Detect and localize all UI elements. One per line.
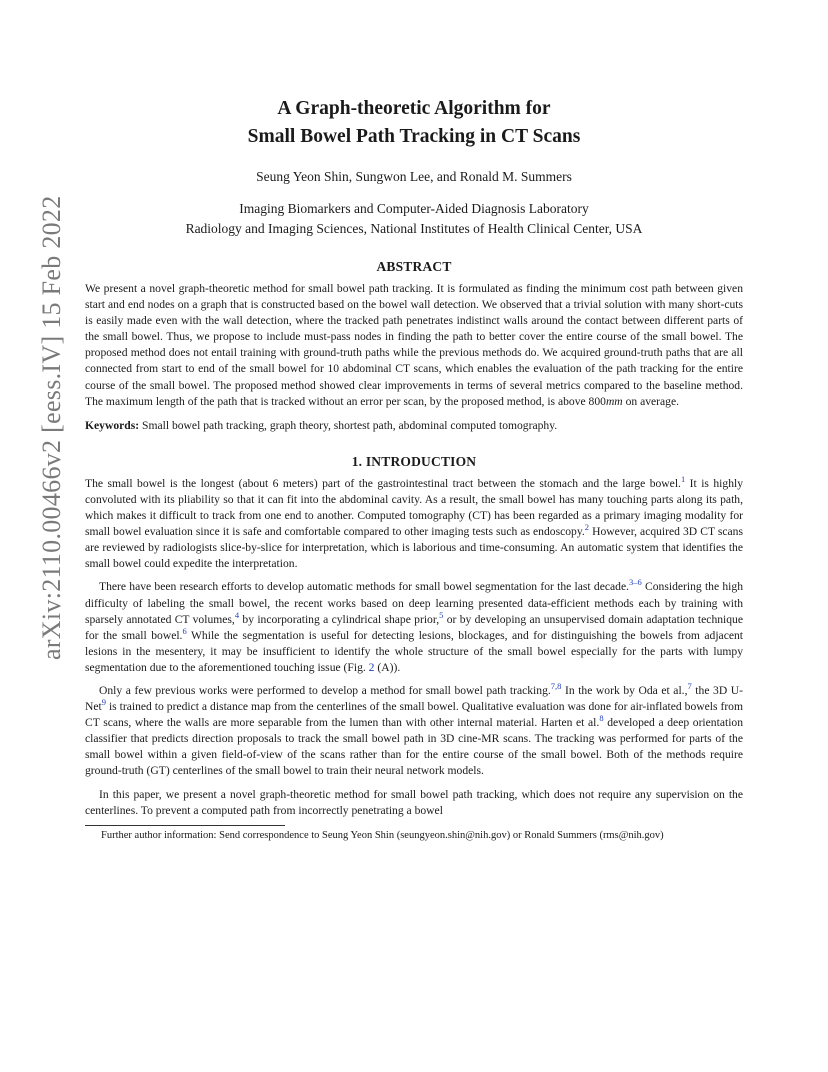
unit-mm: mm xyxy=(605,394,623,408)
author-footnote: Further author information: Send correspondence to Seung Yeon Shin (seungyeon.shin@nih.gov) or Ronald Summers (rms@nih.gov) xyxy=(101,829,664,841)
keywords-label: Keywords: xyxy=(85,418,140,432)
intro-paragraph-4: In this paper, we present a novel graph-theoretic method for small bowel path tracking, which does not require any supervision on the centerlines. To prevent a computed path from incorrectly penetrating a bowel xyxy=(85,787,743,817)
arxiv-sidebar-stamp: arXiv:2110.00466v2 [eess.IV] 15 Feb 2022 xyxy=(37,195,66,660)
keywords-text: Small bowel path tracking, graph theory, shortest path, abdominal computed tomography. xyxy=(139,418,558,432)
intro-paragraph-2: There have been research efforts to develop automatic methods for small bowel segmentation for the last decade.$^{3-6}$ Considering the high difficulty of labeling the small bowel, the recent works based on deep learning presented data-efficient methods each by training with sparsely annotated CT volumes,$^4$ by incorporating a cylindrical shape prior,$^5$ or by developing an unsupervised domain adaptation technique for the small bowel.$^6$ While the segmentation is useful for detecting lesions, blockages, and for distinguishing the bowels from adjacent lesions in the mesentery, it may be insufficient to identify the whole structure of the small bowel especially for the parts with lumpy segmentation due to the aforementioned touching issue (Fig. 2 (A)). xyxy=(85,577,744,674)
figure-link[interactable]: 2 xyxy=(368,660,375,674)
citation-link[interactable]: 9 xyxy=(101,697,106,708)
citation-link[interactable]: 7,8 xyxy=(550,681,562,692)
keywords-line xyxy=(85,418,743,434)
paper-title xyxy=(85,95,743,151)
intro-paragraph-1: The small bowel is the longest (about 6 meters) part of the gastrointestinal tract between the stomach and the large bowel.$^1$ It is highly convoluted with its pliability so that it can fit into the abdominal cavity. As a result, the small bowel has many touching parts along its path, which makes it difficult to track from one end to another. Computed tomography (CT) has been regarded as a primary imaging modality for small bowel evaluation since it is safe and comfortable compared to other imaging tests such as endoscopy.$^2$ However, acquired 3D CT scans are reviewed by radiologists slice-by-slice for interpretation, which is laborious and time-consuming. An automatic system that identifies the small bowel could expedite the interpretation. xyxy=(85,473,744,571)
footnote-divider xyxy=(85,825,285,826)
affiliation xyxy=(85,199,743,239)
citation-link[interactable]: 6 xyxy=(182,625,187,636)
title-line-2: Small Bowel Path Tracking in CT Scans xyxy=(247,126,581,147)
introduction-heading: 1. INTRODUCTION xyxy=(351,453,477,469)
affiliation-line-1: Imaging Biomarkers and Computer-Aided Diagnosis Laboratory xyxy=(239,201,589,216)
affiliation-line-2: Radiology and Imaging Sciences, National Institutes of Health Clinical Center, USA xyxy=(185,221,643,236)
citation-link[interactable]: 4 xyxy=(234,609,240,620)
citation-link[interactable]: 1 xyxy=(680,473,686,484)
citation-link[interactable]: 3–6 xyxy=(629,577,642,588)
citation-link[interactable]: 8 xyxy=(599,713,604,724)
abstract-heading: ABSTRACT xyxy=(376,259,452,274)
title-line-1: A Graph-theoretic Algorithm for xyxy=(277,98,551,119)
citation-link[interactable]: 5 xyxy=(439,609,444,620)
citation-link[interactable]: 2 xyxy=(584,522,590,533)
citation-link[interactable]: 7 xyxy=(687,681,692,692)
abstract-text: We present a novel graph-theoretic method for small bowel path tracking. It is formulated as finding the minimum cost path between given start and end nodes on a graph that is constructed based on the bowel wall detection. We observed that a trivial solution with many short-cuts is easily made even with the wall detection, where the tracked path penetrates indistinct walls around the contact between different parts of the small bowel. Thus, we propose to include must-pass nodes in finding the path to better cover the entire course of the small bowel. The proposed method does not entail training with ground-truth paths while the previous methods do. We acquired ground-truth paths that are all connected from start to end of the small bowel for 10 abdominal CT scans, which enables the evaluation of the path tracking for the entire course of the small bowel. The proposed method showed clear improvements in terms of several metrics compared to the baseline method. The maximum length of the path that is tracked without an error per scan, by the proposed method, is above 800mm on average. xyxy=(85,282,743,408)
paper-page xyxy=(85,95,743,843)
author-list: Seung Yeon Shin, Sungwon Lee, and Ronald M. Summers xyxy=(256,169,572,184)
intro-paragraph-3: Only a few previous works were performed to develop a method for small bowel path tracking.$^{7,8}$ In the work by Oda et al.,$^7$ the 3D U-Net$^9$ is trained to predict a distance map from the centerlines of the small bowel. Qualitative evaluation was done for air-inflated bowels from CT scans, where the walls are more separable from the lumen than with other internal material. Harten et al.$^8$ developed a deep orientation classifier that predicts direction proposals to track the small bowel path in 3D cine-MR scans. The tracking was performed for parts of the small bowel within a given field-of-view of the scans rather than for the entire course of the small bowel. Both of the methods require ground-truth (GT) centerlines of the small bowel to train their neural network models. xyxy=(85,681,744,778)
